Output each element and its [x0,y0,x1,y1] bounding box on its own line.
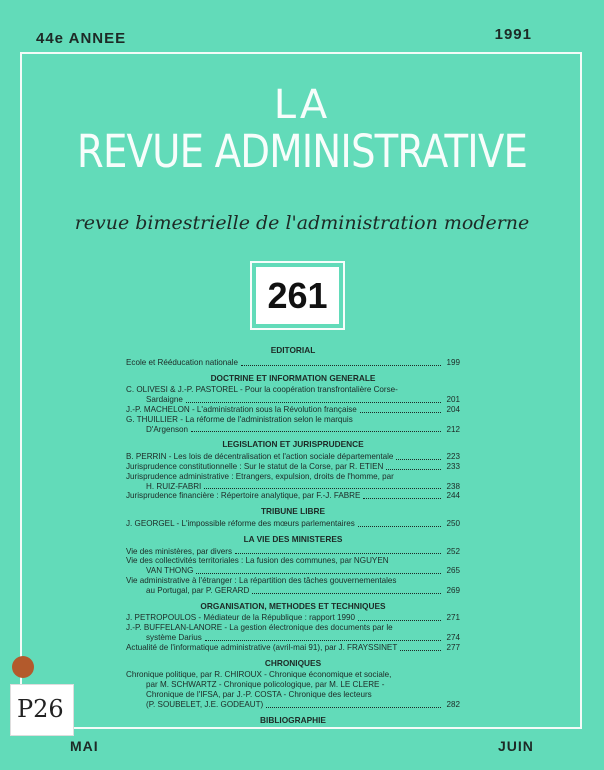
toc-entry [126,452,460,462]
toc-leader-dots [235,553,441,554]
toc-entry-line [126,613,460,623]
toc-entry [126,556,460,576]
toc-leader-dots [241,365,441,366]
toc-entry-line [126,566,460,576]
month-start-label: MAI [70,738,99,754]
toc-entry-text: VAN THONG [146,566,194,576]
toc-entry [126,462,460,472]
toc-entry [126,405,460,415]
toc-page-number: 223 [446,452,460,462]
toc-entry-line [126,576,460,586]
toc-entry-line [126,405,460,415]
toc-entry-text: B. PERRIN - Les lois de décentralisation et l'action sociale départementale [126,452,394,462]
toc-page-number: 233 [446,461,460,471]
toc-section-heading: LA VIE DES MINISTERES [243,533,343,544]
toc-entry-line [126,482,460,492]
toc-entry-line [126,690,460,700]
toc-leader-dots [252,593,441,594]
toc-entry-line [126,547,460,557]
edition-label: 44e ANNEE [36,30,127,47]
toc-entry-text: Chronique politique, par R. CHIROUX - Chronique économique et sociale, [126,670,392,680]
toc-leader-dots [358,526,441,527]
month-end-label: JUIN [498,738,534,754]
toc-page-number: 277 [446,642,460,652]
toc-entry [126,472,460,492]
toc-entry [126,415,460,435]
toc-page-number: 269 [446,585,460,595]
toc-entry-text: par M. SCHWARTZ - Chronique policologique, par M. LE CLERE - [146,680,385,690]
toc-entry-text: Jurisprudence administrative : Etrangers, expulsion, droits de l'homme, par [126,471,394,481]
toc-leader-dots [358,620,441,621]
issue-number: 261 [256,267,339,324]
toc-section-heading: TRIBUNE LIBRE [260,506,326,517]
toc-entry-line [126,680,460,690]
toc-leader-dots [205,640,441,641]
toc-entry-line [126,700,460,710]
toc-entry-text: Chronique de l'IFSA, par J.-P. COSTA - Chronique des lecteurs [146,689,372,699]
toc-entry-line [126,385,460,395]
toc-leader-dots [360,412,441,413]
toc-leader-dots [396,459,441,460]
toc-entry [126,576,460,596]
toc-page-number: 274 [446,632,460,642]
toc-page-number: 250 [446,518,460,528]
toc-entry-text: H. RUIZ-FABRI [146,481,202,491]
toc-entry-line [126,415,460,425]
toc-page-number: 265 [446,566,460,576]
toc-section-heading: BIBLIOGRAPHIE [260,714,326,725]
toc-leader-dots [400,650,441,651]
toc-section-heading: ORGANISATION, METHODES ET TECHNIQUES [200,600,386,611]
sticker-label: P26 [17,695,64,723]
toc-leader-dots [266,707,441,708]
toc-entry [126,613,460,623]
masthead-la: LA [273,82,331,128]
toc-entry-text: Actualité de l'informatique administrative (avril-mai 91), par J. FRAYSSINET [126,642,398,652]
toc-entry-line [126,358,460,368]
toc-entry [126,519,460,529]
masthead-title: REVUE ADMINISTRATIVE [76,125,528,178]
toc-entry [126,643,460,653]
toc-entry-text: J.-P. MACHELON - L'administration sous la Révolution française [126,404,357,414]
toc-section-heading: EDITORIAL [270,345,316,355]
masthead-subtitle: revue bimestrielle de l'administration moderne [74,212,530,234]
toc-page-number: 204 [446,404,460,414]
toc-entry-text: G. THUILLIER - La réforme de l'administration selon le marquis [126,414,353,424]
toc-entry-line [126,643,460,653]
toc-entry [126,670,460,709]
toc-entry-text: Jurisprudence constitutionnelle : Sur le statut de la Corse, par R. ETIEN [126,461,384,471]
toc-entry-line [126,670,460,680]
toc-entry-text: au Portugal, par P. GERARD [146,585,250,595]
toc-entry [126,385,460,405]
toc-leader-dots [196,573,441,574]
toc-section-heading: LEGISLATION ET JURISPRUDENCE [222,439,364,450]
toc-entry-line [126,519,460,529]
issue-number-box [250,261,345,330]
table-of-contents [126,340,460,727]
toc-page-number: 271 [446,613,460,623]
library-sticker [10,684,74,736]
toc-entry-text: système Darius [146,632,202,642]
toc-section-heading: CHRONIQUES [264,657,322,668]
toc-entry-text: J. GEORGEL - L'impossible réforme des mœurs parlementaires [126,518,355,528]
toc-entry-text: D'Argenson [146,424,189,434]
toc-entry-line [126,472,460,482]
coin [12,656,34,678]
toc-entry-line [126,425,460,435]
toc-entry-text: C. OLIVESI & J.-P. PASTOREL - Pour la coopération transfrontalière Corse- [126,385,398,395]
toc-entry-line [126,452,460,462]
toc-entry-text: Vie des collectivités territoriales : La fusion des communes, par NGUYEN [126,556,389,566]
toc-page-number: 244 [446,491,460,501]
toc-entry-text: Vie des ministères, par divers [126,546,233,556]
toc-entry [126,358,460,368]
toc-leader-dots [386,469,441,470]
toc-entry-line [126,633,460,643]
toc-entry-text: J. PETROPOULOS - Médiateur de la République : rapport 1990 [126,613,355,623]
toc-page-number: 252 [446,546,460,556]
toc-page-number: 199 [446,357,460,367]
toc-section-heading: DOCTRINE ET INFORMATION GENERALE [210,372,376,383]
toc-page-number: 212 [446,424,460,434]
toc-entry-text: Ecole et Rééducation nationale [126,357,239,367]
year-label: 1991 [494,26,532,43]
toc-entry-text: (P. SOUBELET, J.E. GODEAUT) [146,699,264,709]
toc-entry [126,623,460,643]
toc-entry-text: J.-P. BUFFELAN-LANORE - La gestion électronique des documents par le [126,623,393,633]
toc-entry-text: Sardaigne [146,395,183,405]
toc-leader-dots [204,488,441,489]
toc-page-number: 238 [446,481,460,491]
toc-entry-line [126,395,460,405]
toc-leader-dots [191,431,441,432]
toc-entry-line [126,556,460,566]
toc-entry-line [126,623,460,633]
toc-leader-dots [363,498,441,499]
toc-entry-text: Vie administrative à l'étranger : La répartition des tâches gouvernementales [126,575,397,585]
toc-entry-line [126,586,460,596]
toc-entry [126,491,460,501]
toc-entry-line [126,462,460,472]
toc-page-number: 282 [446,699,460,709]
toc-page-number: 201 [446,395,460,405]
toc-entry-line [126,491,460,501]
toc-entry-text: Jurisprudence financière : Répertoire analytique, par F.-J. FABRE [126,491,361,501]
toc-leader-dots [186,402,441,403]
toc-entry [126,547,460,557]
